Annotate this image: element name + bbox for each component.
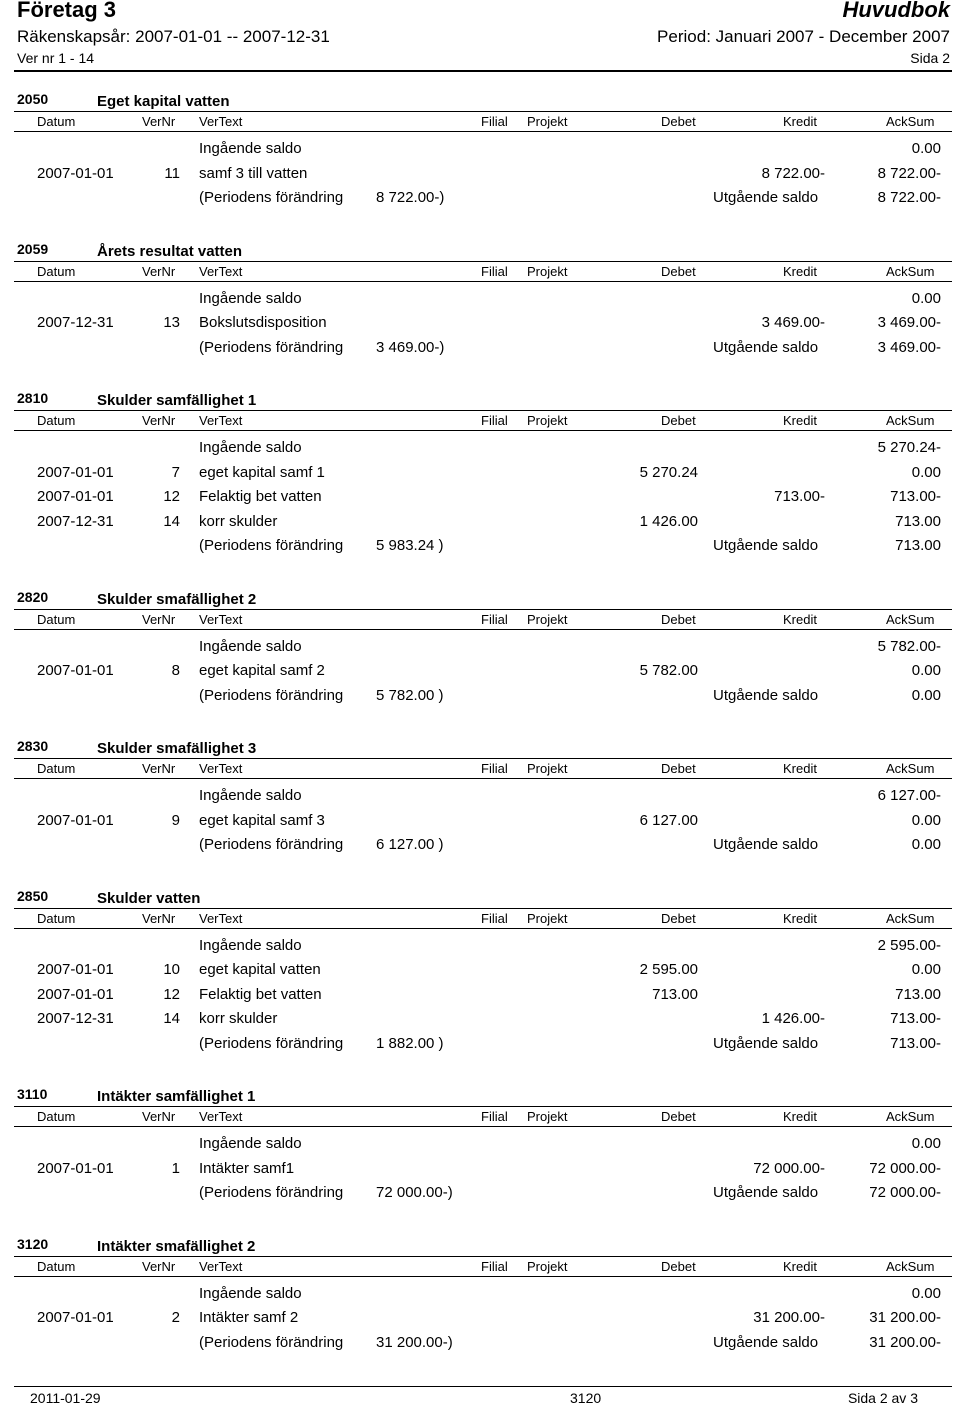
transaction-row xyxy=(0,961,960,985)
section-divider xyxy=(14,1126,952,1127)
footer-page: Sida 2 av 3 xyxy=(847,1390,918,1406)
column-header-projekt: Projekt xyxy=(527,1109,568,1124)
column-header-filial: Filial xyxy=(481,1109,508,1124)
voucher-number: 11 xyxy=(164,164,180,182)
column-header-filial: Filial xyxy=(481,263,508,279)
period-change-row xyxy=(0,1334,960,1358)
account-section xyxy=(0,1236,960,1386)
opening-balance-label: Ingående saldo xyxy=(199,787,302,804)
closing-balance-value: 0.00 xyxy=(911,836,941,853)
voucher-text: korr skulder xyxy=(199,1010,278,1027)
opening-balance-label: Ingående saldo xyxy=(199,289,302,307)
credit-amount: 3 469.00- xyxy=(761,314,825,331)
account-name: Intäkter samfällighet 1 xyxy=(97,1088,256,1105)
print-date: 2011-01-29 xyxy=(30,1390,101,1406)
closing-balance-label: Utgående saldo xyxy=(713,189,819,206)
column-header-acksum: AckSum xyxy=(886,1109,935,1124)
opening-balance-row xyxy=(0,290,960,314)
account-section xyxy=(0,91,960,241)
opening-balance-row xyxy=(0,937,960,961)
voucher-number: 2 xyxy=(171,1309,180,1326)
column-header-kredit: Kredit xyxy=(783,1109,817,1124)
closing-balance-label: Utgående saldo xyxy=(713,1034,819,1052)
period-change-value: 5 782.00 ) xyxy=(376,686,444,704)
column-header-datum: Datum xyxy=(37,263,76,279)
column-header-vertext: VerText xyxy=(199,611,243,627)
section-divider xyxy=(14,111,952,112)
voucher-number: 12 xyxy=(163,985,180,1003)
transaction-date: 2007-01-01 xyxy=(37,488,114,505)
column-header-filial: Filial xyxy=(481,1258,508,1274)
column-header-projekt: Projekt xyxy=(527,263,568,279)
opening-balance-label: Ingående saldo xyxy=(199,1135,302,1152)
section-divider xyxy=(14,410,952,411)
closing-balance-value: 31 200.00- xyxy=(869,1333,941,1351)
opening-balance-value: 0.00 xyxy=(911,289,941,307)
voucher-number: 1 xyxy=(171,1159,180,1177)
column-header-debet: Debet xyxy=(661,114,696,129)
column-header-debet: Debet xyxy=(661,611,696,627)
section-divider xyxy=(14,1106,952,1107)
account-name: Skulder smafällighet 3 xyxy=(97,740,257,757)
column-header-acksum: AckSum xyxy=(886,761,935,776)
column-header-vernr: VerNr xyxy=(142,611,176,627)
transaction-row xyxy=(0,662,960,686)
opening-balance-row xyxy=(0,439,960,463)
account-name: Skulder vatten xyxy=(97,889,201,907)
transaction-date: 2007-12-31 xyxy=(37,1010,114,1027)
section-divider xyxy=(14,430,952,431)
column-header-acksum: AckSum xyxy=(886,1258,935,1274)
accumulated-sum: 713.00- xyxy=(890,488,941,505)
column-header-debet: Debet xyxy=(661,1258,696,1274)
fiscal-year: Räkenskapsår: 2007-01-01 -- 2007-12-31 xyxy=(17,27,330,46)
voucher-number: 14 xyxy=(163,512,180,530)
accumulated-sum: 3 469.00- xyxy=(877,314,941,331)
closing-balance-label: Utgående saldo xyxy=(713,1333,819,1351)
credit-amount: 713.00- xyxy=(774,488,825,505)
column-header-vertext: VerText xyxy=(199,263,243,279)
closing-balance-label: Utgående saldo xyxy=(713,537,819,554)
transaction-date: 2007-01-01 xyxy=(37,1159,114,1177)
opening-balance-row xyxy=(0,1285,960,1309)
column-header-debet: Debet xyxy=(661,263,696,279)
account-name: Intäkter smafällighet 2 xyxy=(97,1237,256,1255)
column-header-vernr: VerNr xyxy=(142,1258,176,1274)
voucher-text: samf 3 till vatten xyxy=(199,164,308,182)
voucher-text: korr skulder xyxy=(199,512,278,530)
period-change-value: 5 983.24 ) xyxy=(376,537,444,554)
section-divider xyxy=(14,778,952,779)
column-header-acksum: AckSum xyxy=(886,114,935,129)
section-divider xyxy=(14,131,952,132)
debit-amount: 6 127.00 xyxy=(639,811,698,829)
column-header-kredit: Kredit xyxy=(783,263,817,279)
column-header-acksum: AckSum xyxy=(886,413,935,428)
column-header-kredit: Kredit xyxy=(783,761,817,776)
period-change-label: (Periodens förändring xyxy=(199,1034,344,1052)
voucher-text: eget kapital samf 2 xyxy=(199,662,325,679)
voucher-text: Intäkter samf1 xyxy=(199,1159,295,1177)
voucher-number: 9 xyxy=(171,811,180,829)
column-header-vertext: VerText xyxy=(199,1109,243,1124)
column-header-projekt: Projekt xyxy=(527,761,568,776)
closing-balance-label: Utgående saldo xyxy=(713,1184,819,1201)
account-name: Årets resultat vatten xyxy=(97,242,243,260)
transaction-row xyxy=(0,1309,960,1333)
column-header-debet: Debet xyxy=(661,413,696,428)
account-number: 2820 xyxy=(17,588,49,605)
voucher-number: 12 xyxy=(163,488,180,505)
page-number: Sida 2 xyxy=(910,50,950,66)
accumulated-sum: 713.00 xyxy=(895,512,941,530)
accumulated-sum: 31 200.00- xyxy=(869,1309,941,1326)
transaction-date: 2007-01-01 xyxy=(37,811,114,829)
transaction-date: 2007-01-01 xyxy=(37,463,114,481)
debit-amount: 713.00 xyxy=(652,985,698,1003)
section-divider xyxy=(14,1276,952,1277)
transaction-date: 2007-12-31 xyxy=(37,314,114,331)
debit-amount: 2 595.00 xyxy=(639,961,698,978)
column-header-vernr: VerNr xyxy=(142,413,176,428)
column-header-datum: Datum xyxy=(37,1109,76,1124)
period-change-value: 3 469.00-) xyxy=(376,338,445,356)
account-number: 2830 xyxy=(17,738,49,754)
period-change-row xyxy=(0,1035,960,1059)
column-header-projekt: Projekt xyxy=(527,114,568,129)
column-header-vernr: VerNr xyxy=(142,910,176,926)
period-change-label: (Periodens förändring xyxy=(199,537,344,554)
opening-balance-row xyxy=(0,1135,960,1159)
account-number: 2810 xyxy=(17,390,49,406)
voucher-number: 14 xyxy=(163,1010,180,1027)
column-header-datum: Datum xyxy=(37,1258,76,1274)
closing-balance-value: 8 722.00- xyxy=(877,189,941,206)
column-header-vertext: VerText xyxy=(199,761,243,776)
column-header-datum: Datum xyxy=(37,761,76,776)
account-number: 2850 xyxy=(17,887,49,904)
transaction-row xyxy=(0,1010,960,1034)
period-change-label: (Periodens förändring xyxy=(199,686,344,704)
account-number: 2059 xyxy=(17,240,49,257)
opening-balance-row xyxy=(0,638,960,662)
closing-balance-value: 713.00 xyxy=(895,537,941,554)
opening-balance-label: Ingående saldo xyxy=(199,140,302,157)
transaction-row xyxy=(0,986,960,1010)
column-header-vernr: VerNr xyxy=(142,263,176,279)
period-change-label: (Periodens förändring xyxy=(199,1184,344,1201)
account-section xyxy=(0,1086,960,1236)
period-change-label: (Periodens förändring xyxy=(199,338,344,356)
account-section xyxy=(0,589,960,739)
transaction-date: 2007-01-01 xyxy=(37,1309,114,1326)
account-section xyxy=(0,241,960,391)
section-divider xyxy=(14,609,952,610)
footer-account: 3120 xyxy=(570,1390,602,1406)
opening-balance-row xyxy=(0,140,960,164)
column-header-datum: Datum xyxy=(37,910,76,926)
account-number: 2050 xyxy=(17,91,49,107)
period-change-label: (Periodens förändring xyxy=(199,189,344,206)
column-header-projekt: Projekt xyxy=(527,611,568,627)
period-change-row xyxy=(0,537,960,561)
period-change-value: 8 722.00-) xyxy=(376,189,445,206)
transaction-date: 2007-01-01 xyxy=(37,961,114,978)
column-header-acksum: AckSum xyxy=(886,611,935,627)
accumulated-sum: 0.00 xyxy=(911,463,941,481)
opening-balance-label: Ingående saldo xyxy=(199,439,302,456)
voucher-text: eget kapital samf 3 xyxy=(199,811,325,829)
section-divider xyxy=(14,281,952,282)
opening-balance-label: Ingående saldo xyxy=(199,1284,302,1302)
account-name: Skulder samfällighet 1 xyxy=(97,392,257,409)
voucher-number: 8 xyxy=(171,662,180,679)
opening-balance-value: 0.00 xyxy=(911,1135,941,1152)
credit-amount: 31 200.00- xyxy=(753,1309,825,1326)
voucher-text: Felaktig bet vatten xyxy=(199,985,322,1003)
opening-balance-value: 5 270.24- xyxy=(877,439,941,456)
period-change-row xyxy=(0,1184,960,1208)
account-name: Skulder smafällighet 2 xyxy=(97,590,257,608)
credit-amount: 72 000.00- xyxy=(753,1159,825,1177)
accumulated-sum: 8 722.00- xyxy=(877,164,941,182)
voucher-number: 7 xyxy=(171,463,180,481)
section-divider xyxy=(14,908,952,909)
voucher-text: Intäkter samf 2 xyxy=(199,1309,299,1326)
transaction-row xyxy=(0,488,960,512)
voucher-text: eget kapital vatten xyxy=(199,961,321,978)
opening-balance-value: 0.00 xyxy=(911,140,941,157)
closing-balance-label: Utgående saldo xyxy=(713,836,819,853)
column-header-projekt: Projekt xyxy=(527,413,568,428)
section-divider xyxy=(14,629,952,630)
debit-amount: 5 782.00 xyxy=(639,662,698,679)
transaction-row xyxy=(0,314,960,338)
closing-balance-value: 72 000.00- xyxy=(869,1184,941,1201)
column-header-vertext: VerText xyxy=(199,910,243,926)
accumulated-sum: 0.00 xyxy=(911,961,941,978)
debit-amount: 1 426.00 xyxy=(639,512,698,530)
opening-balance-value: 6 127.00- xyxy=(877,787,941,804)
transaction-row xyxy=(0,464,960,488)
column-header-kredit: Kredit xyxy=(783,114,817,129)
transaction-date: 2007-01-01 xyxy=(37,985,114,1003)
closing-balance-value: 0.00 xyxy=(911,686,941,704)
column-header-vernr: VerNr xyxy=(142,761,176,776)
transaction-row xyxy=(0,165,960,189)
account-section xyxy=(0,738,960,888)
column-header-kredit: Kredit xyxy=(783,611,817,627)
column-header-debet: Debet xyxy=(661,761,696,776)
period-change-row xyxy=(0,687,960,711)
account-section xyxy=(0,888,960,1087)
column-header-datum: Datum xyxy=(37,114,76,129)
period-change-value: 1 882.00 ) xyxy=(376,1034,444,1052)
closing-balance-value: 3 469.00- xyxy=(877,338,941,356)
opening-balance-label: Ingående saldo xyxy=(199,936,302,954)
period-change-label: (Periodens förändring xyxy=(199,836,344,853)
column-header-acksum: AckSum xyxy=(886,263,935,279)
column-header-filial: Filial xyxy=(481,761,508,776)
debit-amount: 5 270.24 xyxy=(639,463,698,481)
closing-balance-label: Utgående saldo xyxy=(713,338,819,356)
period-change-label: (Periodens förändring xyxy=(199,1333,344,1351)
column-header-filial: Filial xyxy=(481,910,508,926)
credit-amount: 8 722.00- xyxy=(761,164,825,182)
column-header-debet: Debet xyxy=(661,1109,696,1124)
section-divider xyxy=(14,758,952,759)
company-name: Företag 3 xyxy=(17,0,117,22)
period-change-value: 6 127.00 ) xyxy=(376,836,444,853)
section-divider xyxy=(14,1256,952,1257)
column-header-projekt: Projekt xyxy=(527,910,568,926)
period-change-row xyxy=(0,836,960,860)
column-header-vertext: VerText xyxy=(199,413,243,428)
accumulated-sum: 713.00 xyxy=(895,985,941,1003)
report-title: Huvudbok xyxy=(842,0,950,22)
column-header-kredit: Kredit xyxy=(783,910,817,926)
account-number: 3120 xyxy=(17,1235,49,1252)
section-divider xyxy=(14,928,952,929)
opening-balance-value: 5 782.00- xyxy=(877,637,941,655)
credit-amount: 1 426.00- xyxy=(761,1010,825,1027)
voucher-range: Ver nr 1 - 14 xyxy=(17,50,95,66)
section-divider xyxy=(14,261,952,262)
column-header-debet: Debet xyxy=(661,910,696,926)
column-header-projekt: Projekt xyxy=(527,1258,568,1274)
column-header-acksum: AckSum xyxy=(886,910,935,926)
voucher-text: Felaktig bet vatten xyxy=(199,488,322,505)
transaction-date: 2007-12-31 xyxy=(37,512,114,530)
period-change-value: 72 000.00-) xyxy=(376,1184,453,1201)
transaction-row xyxy=(0,812,960,836)
period-change-row xyxy=(0,189,960,213)
accumulated-sum: 713.00- xyxy=(890,1010,941,1027)
voucher-number: 10 xyxy=(163,961,180,978)
voucher-number: 13 xyxy=(163,314,180,331)
column-header-filial: Filial xyxy=(481,413,508,428)
transaction-date: 2007-01-01 xyxy=(37,164,114,182)
column-header-datum: Datum xyxy=(37,611,76,627)
accumulated-sum: 72 000.00- xyxy=(869,1159,941,1177)
column-header-vertext: VerText xyxy=(199,1258,243,1274)
account-number: 3110 xyxy=(17,1086,48,1102)
closing-balance-label: Utgående saldo xyxy=(713,686,819,704)
opening-balance-row xyxy=(0,787,960,811)
column-header-filial: Filial xyxy=(481,611,508,627)
column-header-vertext: VerText xyxy=(199,114,243,129)
report-footer xyxy=(0,1378,960,1406)
opening-balance-value: 0.00 xyxy=(911,1284,941,1302)
column-header-filial: Filial xyxy=(481,114,508,129)
column-header-kredit: Kredit xyxy=(783,413,817,428)
closing-balance-value: 713.00- xyxy=(890,1034,941,1052)
period-change-row xyxy=(0,339,960,363)
period-range: Period: Januari 2007 - December 2007 xyxy=(657,27,950,46)
column-header-datum: Datum xyxy=(37,413,76,428)
accumulated-sum: 0.00 xyxy=(911,662,941,679)
transaction-date: 2007-01-01 xyxy=(37,662,114,679)
opening-balance-value: 2 595.00- xyxy=(877,936,941,954)
column-header-vernr: VerNr xyxy=(142,1109,176,1124)
transaction-row xyxy=(0,513,960,537)
voucher-text: eget kapital samf 1 xyxy=(199,463,325,481)
account-section xyxy=(0,390,960,589)
period-change-value: 31 200.00-) xyxy=(376,1333,453,1351)
voucher-text: Bokslutsdisposition xyxy=(199,314,327,331)
account-name: Eget kapital vatten xyxy=(97,93,230,110)
accumulated-sum: 0.00 xyxy=(911,811,941,829)
column-header-kredit: Kredit xyxy=(783,1258,817,1274)
opening-balance-label: Ingående saldo xyxy=(199,637,302,655)
footer-divider xyxy=(14,1386,952,1387)
column-header-vernr: VerNr xyxy=(142,114,176,129)
transaction-row xyxy=(0,1160,960,1184)
